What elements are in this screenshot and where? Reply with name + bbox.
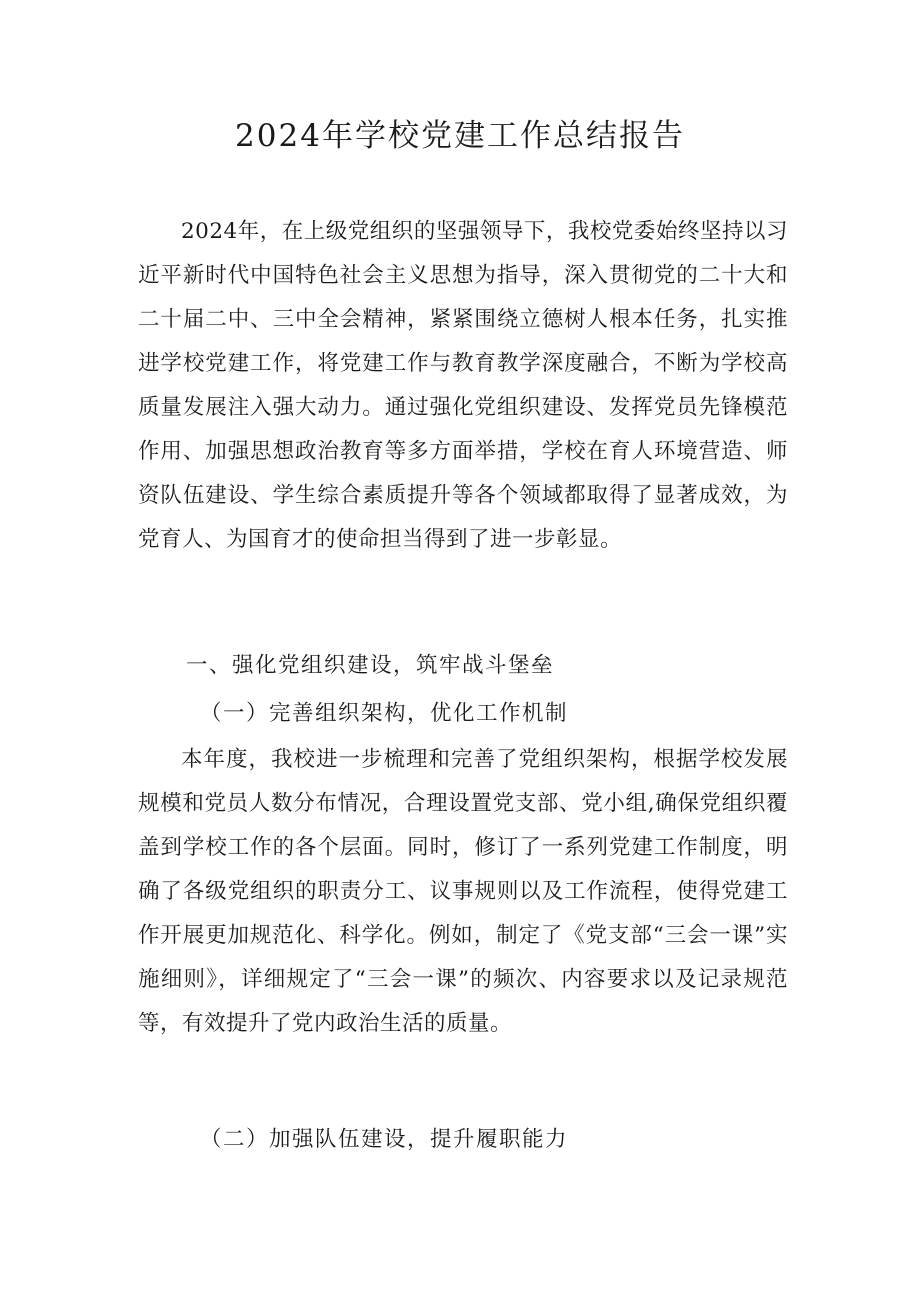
subsection-2-heading: （二）加强队伍建设，提升履职能力: [200, 1127, 569, 1152]
subsection-1-paragraph: 本年度，我校进一步梳理和完善了党组织架构，根据学校发展规模和党员人数分布情况，合理设置党支部、党小组,确保党组织覆盖到学校工作的各个层面。同时，修订了一系列党建工作制度，明确了各级党组织的职责分工、议事规则以及工作流程，使得党建工作开展更加规范化、科学化。例如，制定了《党支部“三会一课”实施细则》，详细规定了“三会一课”的频次、内容要求以及记录规范等，有效提升了党内政治生活的质量。: [138, 747, 788, 1036]
subsection-1-heading: （一）完善组织架构，优化工作机制: [200, 701, 569, 726]
section-1-heading: 一、强化党组织建设，筑牢战斗堡垒: [186, 653, 555, 678]
intro-paragraph: 2024年，在上级党组织的坚强领导下，我校党委始终坚持以习近平新时代中国特色社会主义思想为指导，深入贯彻党的二十大和二十届二中、三中全会精神，紧紧围绕立德树人根本任务，扎实推进学校党建工作，将党建工作与教育教学深度融合，不断为学校高质量发展注入强大动力。通过强化党组织建设、发挥党员先锋模范作用、加强思想政治教育等多方面举措，学校在育人环境营造、师资队伍建设、学生综合素质提升等各个领域都取得了显著成效，为党育人、为国育才的使命担当得到了进一步彰显。: [138, 219, 788, 552]
document-title: 2024年学校党建工作总结报告: [235, 118, 685, 154]
